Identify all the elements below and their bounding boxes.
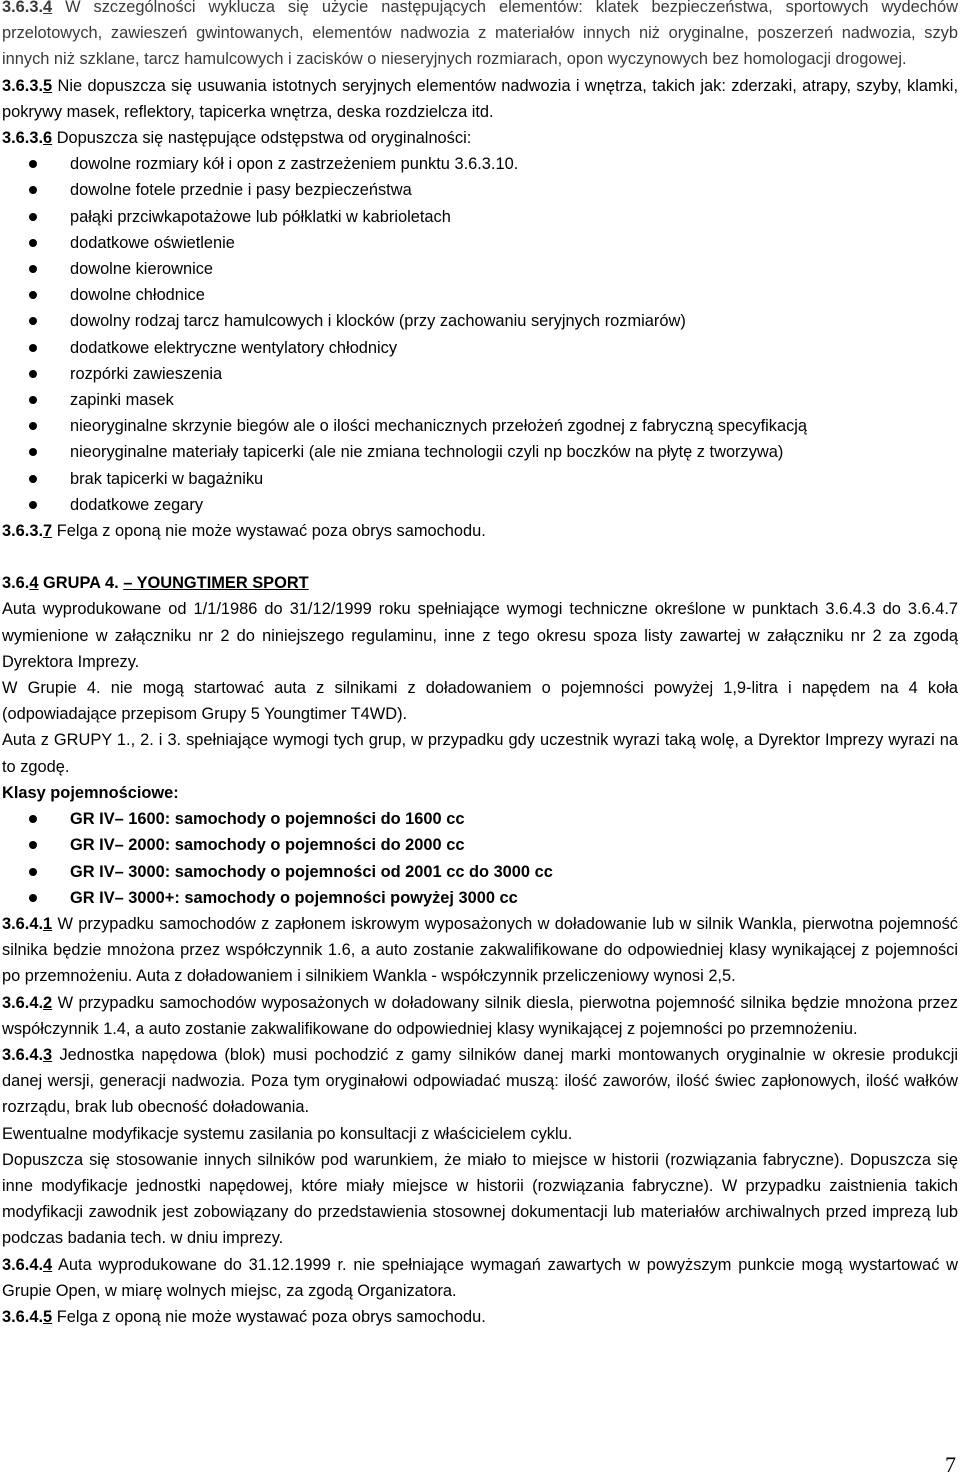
bullet-icon	[29, 448, 37, 456]
bullet-icon	[29, 160, 37, 168]
capacity-classes-list	[2, 806, 958, 911]
section-text: Nie dopuszcza się usuwania istotnych seryjnych elementów nadwozia i wnętrza, takich jak: zderzaki, atrapy, szyby, klamki, pokrywy masek, reflektory, tapicerka wnętrza, deska rozdzielcza itd.	[2, 76, 958, 121]
bullet-icon	[29, 291, 37, 299]
group-label: GRUPA 4.	[43, 574, 119, 593]
section-number: 3.6.4.2	[2, 993, 53, 1012]
section-number: 3.6.3.4	[2, 0, 53, 16]
list-item: rozpórki zawieszenia	[2, 361, 958, 387]
list-item: dodatkowe elektryczne wentylatory chłodnicy	[2, 335, 958, 361]
deviation-list	[2, 151, 958, 518]
bullet-icon	[29, 317, 37, 325]
section-3-6-4-4	[2, 1252, 958, 1304]
section-text: Felga z oponą nie może wystawać poza obrys samochodu.	[56, 522, 486, 541]
list-item: nieoryginalne skrzynie biegów ale o ilości mechanicznych przełożeń zgodnej z fabryczną specyfikacją	[2, 413, 958, 439]
section-text: Dopuszcza się następujące odstępstwa od oryginalności:	[56, 129, 472, 148]
paragraph-gap	[2, 544, 958, 570]
group-4-heading	[2, 570, 958, 596]
list-item: dowolne fotele przednie i pasy bezpieczeństwa	[2, 177, 958, 203]
section-3-6-3-4	[2, 0, 958, 73]
section-text: Felga z oponą nie może wystawać poza obrys samochodu.	[56, 1307, 486, 1326]
list-item: dodatkowe zegary	[2, 492, 958, 518]
list-item: brak tapicerki w bagażniku	[2, 466, 958, 492]
list-item: GR IV– 3000+: samochody o pojemności powyżej 3000 cc	[2, 885, 958, 911]
classes-heading: Klasy pojemnościowe:	[2, 783, 179, 802]
list-item: zapinki masek	[2, 387, 958, 413]
bullet-icon	[29, 239, 37, 247]
section-text: Jednostka napędowa (blok) musi pochodzić z gamy silników danej marki montowanych oryginalnie w okresie produkcji danej wersji, generacji nadwozia. Poza tym oryginałowi odpowiadać muszą: ilość zaworów, ilość świec zapłonowych, ilość wałków rozrządu, brak lub obecność doładowania.	[2, 1045, 958, 1117]
section-3-6-4-1	[2, 911, 958, 990]
section-3-6-4-3	[2, 1042, 958, 1121]
section-number: 3.6.4.5	[2, 1307, 53, 1326]
list-item: dowolny rodzaj tarcz hamulcowych i klocków (przy zachowaniu seryjnych rozmiarów)	[2, 308, 958, 334]
section-text: W przypadku samochodów z zapłonem iskrowym wyposażonych w doładowanie lub w silnik Wankla, pierwotna pojemność silnika będzie mnożona przez współczynnik 1.6, a auto zostanie zakwalifikowane do odpowiedniej klasy wynikającej z pojemności po przemnożeniu. Auta z doładowaniem i silnikiem Wankla - współczynnik przeliczeniowy wynosi 2,5.	[2, 914, 958, 986]
bullet-icon	[29, 868, 37, 876]
bullet-icon	[29, 501, 37, 509]
list-item: dodatkowe oświetlenie	[2, 230, 958, 256]
bullet-icon	[29, 841, 37, 849]
list-item: GR IV– 1600: samochody o pojemności do 1600 cc	[2, 806, 958, 832]
list-item: nieoryginalne materiały tapicerki (ale nie zmiana technologii czyli np boczków na płytę z tworzywa)	[2, 439, 958, 465]
bullet-icon	[29, 396, 37, 404]
section-text: Auta wyprodukowane do 31.12.1999 r. nie spełniające wymagań zawartych w powyższym punkcie mogą wystartować w Grupie Open, w miarę wolnych miejsc, za zgodą Organizatora.	[2, 1255, 958, 1300]
section-number: 3.6.3.7	[2, 522, 53, 541]
section-number: 3.6.4.4	[2, 1255, 53, 1274]
section-3-6-4-2	[2, 990, 958, 1042]
bullet-icon	[29, 894, 37, 902]
list-item: GR IV– 3000: samochody o pojemności od 2001 cc do 3000 cc	[2, 859, 958, 885]
section-number: 3.6.4	[2, 574, 39, 593]
group-4-description: Auta wyprodukowane od 1/1/1986 do 31/12/1999 roku spełniające wymogi techniczne określone w punktach 3.6.4.3 do 3.6.4.7 wymienione w załączniku nr 2 do niniejszego regulaminu, inne z tego okresu spoza listy zawartej w załączniku nr 2 za zgodą Dyrektora Imprezy.	[2, 600, 958, 671]
group-4-turbo-restriction: W Grupie 4. nie mogą startować auta z silnikami z doładowaniem o pojemności powyżej 1,9-litra i napędem na 4 koła (odpowiadające przepisom Grupy 5 Youngtimer T4WD).	[2, 679, 958, 724]
group-title: – YOUNGTIMER SPORT	[123, 574, 309, 593]
section-number: 3.6.3.5	[2, 76, 53, 95]
document-page	[2, 0, 958, 1330]
bullet-icon	[29, 422, 37, 430]
bullet-icon	[29, 370, 37, 378]
section-3-6-3-6	[2, 125, 958, 151]
bullet-icon	[29, 186, 37, 194]
section-3-6-3-7	[2, 518, 958, 544]
list-item: pałąki przciwkapotażowe lub półklatki w kabrioletach	[2, 204, 958, 230]
section-3-6-3-5	[2, 73, 958, 125]
section-3-6-4-5	[2, 1304, 958, 1330]
list-item: GR IV– 2000: samochody o pojemności do 2000 cc	[2, 832, 958, 858]
section-number: 3.6.4.1	[2, 914, 53, 933]
section-number: 3.6.4.3	[2, 1045, 53, 1064]
bullet-icon	[29, 815, 37, 823]
section-text: W przypadku samochodów wyposażonych w doładowany silnik diesla, pierwotna pojemność silnika będzie mnożona przez współczynnik 1.4, a auto zostanie zakwalifikowane do odpowiedniej klasy wynikającej z pojemności po przemnożeniu.	[2, 993, 958, 1038]
list-item: dowolne kierownice	[2, 256, 958, 282]
engine-swap-note: Dopuszcza się stosowanie innych silników pod warunkiem, że miało to miejsce w historii (rozwiązania fabryczne). Dopuszcza się inne modyfikacje jednostki napędowej, które miały miejsce w historii (rozwiązania fabryczne). W przypadku zaistnienia takich modyfikacji zawodnik jest zobowiązany do przedstawienia stosownej dokumentacji lub materiałów archiwalnych przed imprezą lub podczas badania tech. w dniu imprezy.	[2, 1150, 958, 1248]
bullet-icon	[29, 213, 37, 221]
list-item: dowolne rozmiary kół i opon z zastrzeżeniem punktu 3.6.3.10.	[2, 151, 958, 177]
bullet-icon	[29, 475, 37, 483]
section-number: 3.6.3.6	[2, 129, 53, 148]
bullet-icon	[29, 265, 37, 273]
list-item: dowolne chłodnice	[2, 282, 958, 308]
fuel-system-note: Ewentualne modyfikacje systemu zasilania po konsultacji z właścicielem cyklu.	[2, 1124, 573, 1143]
page-number: 7	[945, 1452, 956, 1477]
bullet-icon	[29, 344, 37, 352]
section-text: W szczególności wyklucza się użycie następujących elementów: klatek bezpieczeństwa, sportowych wydechów przelotowych, zawieszeń gwintowanych, elementów nadwozia z materiałów innych niż oryginalne, poszerzeń nadwozia, szyb innych niż szklane, tarcz hamulcowych i zacisków o nieseryjnych rozmiarach, opon wyczynowych bez homologacji drogowej.	[2, 0, 958, 69]
group-4-other-groups: Auta z GRUPY 1., 2. i 3. spełniające wymogi tych grup, w przypadku gdy uczestnik wyrazi taką wolę, a Dyrektor Imprezy wyrazi na to zgodę.	[2, 731, 958, 776]
